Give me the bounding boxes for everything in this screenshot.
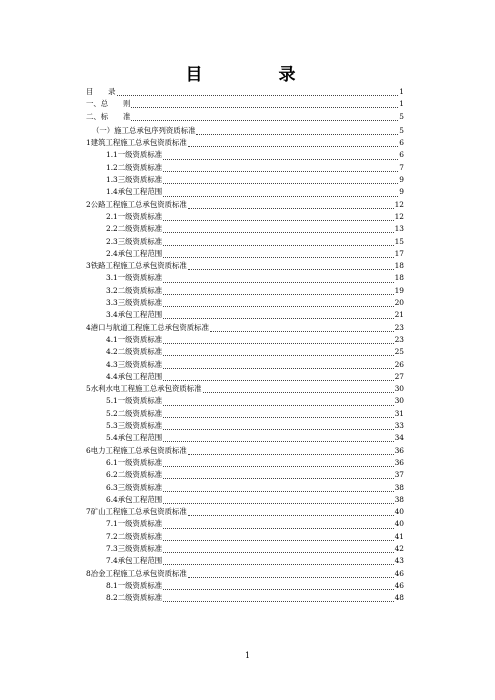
toc-entry[interactable] [86, 420, 404, 432]
toc-entry[interactable] [86, 506, 404, 518]
toc-entry-label: 二、标 准 [86, 111, 131, 121]
toc-entry-page: 38 [394, 494, 404, 504]
toc-entry-label: 6电力工程施工总承包资质标准 [86, 445, 187, 455]
toc-leader-dots [163, 189, 398, 197]
toc-leader-dots [131, 100, 398, 108]
toc-entry[interactable] [86, 445, 404, 457]
toc-entry-label: 2.4承包工程范围 [106, 248, 163, 258]
toc-entry-page: 46 [394, 568, 404, 578]
toc-entry-label: 6.4承包工程范围 [106, 494, 163, 504]
toc-leader-dots [163, 557, 393, 565]
toc-entry-label: 1.4承包工程范围 [106, 187, 163, 197]
toc-entry-label: 4港口与航道工程施工总承包资质标准 [86, 322, 209, 332]
toc-entry-page: 9 [399, 187, 404, 197]
toc-entry-page: 20 [394, 298, 404, 308]
toc-leader-dots [163, 361, 393, 369]
toc-entry-label: 5.3三级资质标准 [106, 421, 163, 431]
toc-leader-dots [163, 373, 393, 381]
toc-entry[interactable] [86, 469, 404, 481]
toc-entry[interactable] [86, 125, 404, 137]
toc-entry[interactable] [86, 592, 404, 604]
page-number: 1 [244, 651, 251, 660]
toc-entry[interactable] [86, 272, 404, 284]
toc-entry-page: 34 [394, 433, 404, 443]
toc-entry-label: 7.3三级资质标准 [106, 543, 163, 553]
toc-entry[interactable] [86, 555, 404, 567]
toc-entry-label: 6.1一级资质标准 [106, 457, 163, 467]
toc-entry[interactable] [86, 568, 404, 580]
toc-leader-dots [188, 201, 394, 209]
toc-entry[interactable] [86, 334, 404, 346]
toc-leader-dots [163, 410, 393, 418]
toc-entry-page: 38 [394, 482, 404, 492]
toc-entry-page: 7 [399, 162, 404, 172]
toc-leader-dots [131, 113, 398, 121]
toc-entry[interactable] [86, 86, 404, 98]
toc-entry-page: 27 [394, 371, 404, 381]
toc-entry-page: 42 [394, 543, 404, 553]
toc-entry-page: 1 [399, 87, 404, 96]
toc-entry[interactable] [86, 137, 404, 149]
toc-leader-dots [188, 262, 394, 270]
toc-entry[interactable] [86, 322, 404, 334]
toc-entry-label: 1.1一级资质标准 [106, 150, 163, 160]
toc-entry-page: 12 [394, 199, 404, 209]
toc-entry[interactable] [86, 580, 404, 592]
toc-leader-dots [163, 422, 393, 430]
toc-entry-page: 19 [394, 285, 404, 295]
toc-entry-page: 36 [394, 445, 404, 455]
toc-leader-dots [163, 299, 393, 307]
toc-entry[interactable] [86, 395, 404, 407]
toc-entry[interactable] [86, 260, 404, 272]
toc-entry-label: 3.3三级资质标准 [106, 298, 163, 308]
toc-entry-page: 23 [394, 322, 404, 332]
toc-entry[interactable] [86, 174, 404, 186]
toc-entry[interactable] [86, 457, 404, 469]
toc-entry[interactable] [86, 111, 404, 123]
toc-leader-dots [210, 324, 394, 332]
table-of-contents [86, 86, 404, 604]
toc-leader-dots [163, 459, 393, 467]
toc-leader-dots [163, 225, 393, 233]
toc-entry-label: 5水利水电工程施工总承包资质标准 [86, 384, 202, 394]
toc-entry-page: 5 [399, 111, 404, 121]
toc-leader-dots [163, 348, 393, 356]
toc-leader-dots [188, 139, 399, 147]
toc-entry-page: 40 [394, 507, 404, 517]
toc-entry-label: 6.3三级资质标准 [106, 482, 163, 492]
toc-entry[interactable] [86, 359, 404, 371]
toc-entry-label: 8冶金工程施工总承包资质标准 [86, 568, 187, 578]
toc-entry-page: 18 [394, 273, 404, 283]
toc-entry-label: 5.1一级资质标准 [106, 396, 163, 406]
toc-entry-page: 6 [399, 150, 404, 160]
toc-entry-page: 18 [394, 261, 404, 271]
toc-entry-label: 2.3三级资质标准 [106, 236, 163, 246]
toc-entry[interactable] [86, 432, 404, 444]
toc-leader-dots [163, 521, 393, 529]
toc-entry[interactable] [86, 297, 404, 309]
toc-leader-dots [163, 471, 393, 479]
page-title: 目 录 [185, 65, 310, 85]
toc-entry-label: 7矿山工程施工总承包资质标准 [86, 507, 187, 517]
toc-leader-dots [163, 164, 398, 172]
toc-entry[interactable] [86, 236, 404, 248]
toc-leader-dots [163, 496, 393, 504]
toc-entry-page: 33 [394, 421, 404, 431]
toc-entry-label: 8.1一级资质标准 [106, 580, 163, 590]
toc-leader-dots [163, 152, 398, 160]
toc-leader-dots [188, 447, 394, 455]
toc-leader-dots [163, 484, 393, 492]
toc-entry-page: 48 [394, 593, 404, 603]
toc-entry-label: 4.4承包工程范围 [106, 371, 163, 381]
toc-entry-page: 23 [394, 334, 404, 344]
toc-entry[interactable] [86, 408, 404, 420]
toc-entry-page: 1 [399, 99, 404, 109]
toc-entry[interactable] [86, 346, 404, 358]
toc-entry-page: 15 [394, 236, 404, 246]
toc-leader-dots [163, 594, 393, 602]
toc-entry-page: 37 [394, 470, 404, 480]
toc-entry[interactable] [86, 248, 404, 260]
toc-entry-label: 2公路工程施工总承包资质标准 [86, 199, 187, 209]
toc-entry-label: 目 录 [86, 87, 116, 96]
toc-entry-page: 36 [394, 457, 404, 467]
toc-entry-label: 3.1一级资质标准 [106, 273, 163, 283]
toc-entry-page: 5 [399, 125, 404, 135]
toc-entry[interactable] [86, 223, 404, 235]
toc-entry-page: 26 [394, 359, 404, 369]
toc-entry-page: 25 [394, 347, 404, 357]
toc-entry-label: 2.2二级资质标准 [106, 224, 163, 234]
toc-entry-label: 6.2二级资质标准 [106, 470, 163, 480]
toc-entry[interactable] [86, 494, 404, 506]
toc-leader-dots [163, 213, 393, 221]
toc-entry-page: 21 [394, 310, 404, 320]
toc-entry[interactable] [86, 186, 404, 198]
toc-entry[interactable] [86, 162, 404, 174]
toc-leader-dots [188, 508, 394, 516]
toc-leader-dots [163, 398, 393, 406]
toc-entry-label: 1建筑工程施工总承包资质标准 [86, 138, 187, 148]
toc-entry-label: （一）施工总承包序列资质标准 [92, 125, 196, 135]
toc-entry-label: 3.4承包工程范围 [106, 310, 163, 320]
toc-entry-label: 7.4承包工程范围 [106, 556, 163, 566]
toc-entry-page: 43 [394, 556, 404, 566]
toc-entry-page: 46 [394, 580, 404, 590]
toc-entry[interactable] [86, 543, 404, 555]
toc-leader-dots [163, 275, 393, 283]
toc-leader-dots [163, 582, 393, 590]
toc-entry[interactable] [86, 309, 404, 321]
toc-entry-label: 5.2二级资质标准 [106, 408, 163, 418]
toc-entry-page: 12 [394, 211, 404, 221]
toc-entry-page: 40 [394, 519, 404, 529]
toc-entry-page: 6 [399, 138, 404, 148]
toc-entry[interactable] [86, 531, 404, 543]
toc-entry-label: 1.3三级资质标准 [106, 175, 163, 185]
toc-entry[interactable] [86, 482, 404, 494]
toc-entry-page: 30 [394, 396, 404, 406]
toc-entry-label: 7.1一级资质标准 [106, 519, 163, 529]
toc-entry-label: 4.1一级资质标准 [106, 334, 163, 344]
toc-leader-dots [163, 434, 393, 442]
toc-leader-dots [163, 311, 393, 319]
toc-entry-label: 一、总 则 [86, 99, 131, 109]
toc-entry-label: 8.2二级资质标准 [106, 593, 163, 603]
toc-entry-label: 7.2二级资质标准 [106, 531, 163, 541]
toc-leader-dots [203, 385, 394, 393]
toc-entry-page: 31 [394, 408, 404, 418]
toc-leader-dots [163, 533, 393, 541]
toc-entry[interactable] [86, 371, 404, 383]
toc-leader-dots [163, 238, 393, 246]
toc-entry-label: 1.2二级资质标准 [106, 162, 163, 172]
toc-entry-page: 13 [394, 224, 404, 234]
toc-entry-page: 17 [394, 248, 404, 258]
toc-entry[interactable] [86, 518, 404, 530]
toc-entry[interactable] [86, 199, 404, 211]
toc-leader-dots [163, 176, 398, 184]
toc-entry[interactable] [86, 98, 404, 110]
toc-entry-label: 4.2二级资质标准 [106, 347, 163, 357]
toc-entry-label: 2.1一级资质标准 [106, 211, 163, 221]
toc-entry-page: 41 [394, 531, 404, 541]
toc-entry-label: 3.2二级资质标准 [106, 285, 163, 295]
toc-entry-page: 9 [399, 175, 404, 185]
toc-entry-page: 30 [394, 384, 404, 394]
toc-leader-dots [188, 570, 394, 578]
toc-entry[interactable] [86, 383, 404, 395]
toc-leader-dots [163, 545, 393, 553]
toc-leader-dots [163, 336, 393, 344]
toc-entry[interactable] [86, 285, 404, 297]
toc-entry-label: 3铁路工程施工总承包资质标准 [86, 261, 187, 271]
toc-leader-dots [163, 250, 393, 258]
toc-entry-label: 4.3三级资质标准 [106, 359, 163, 369]
toc-leader-dots [196, 127, 398, 135]
toc-entry-label: 5.4承包工程范围 [106, 433, 163, 443]
toc-leader-dots [163, 287, 393, 295]
toc-entry[interactable] [86, 149, 404, 161]
toc-entry[interactable] [86, 211, 404, 223]
toc-leader-dots [117, 88, 399, 96]
